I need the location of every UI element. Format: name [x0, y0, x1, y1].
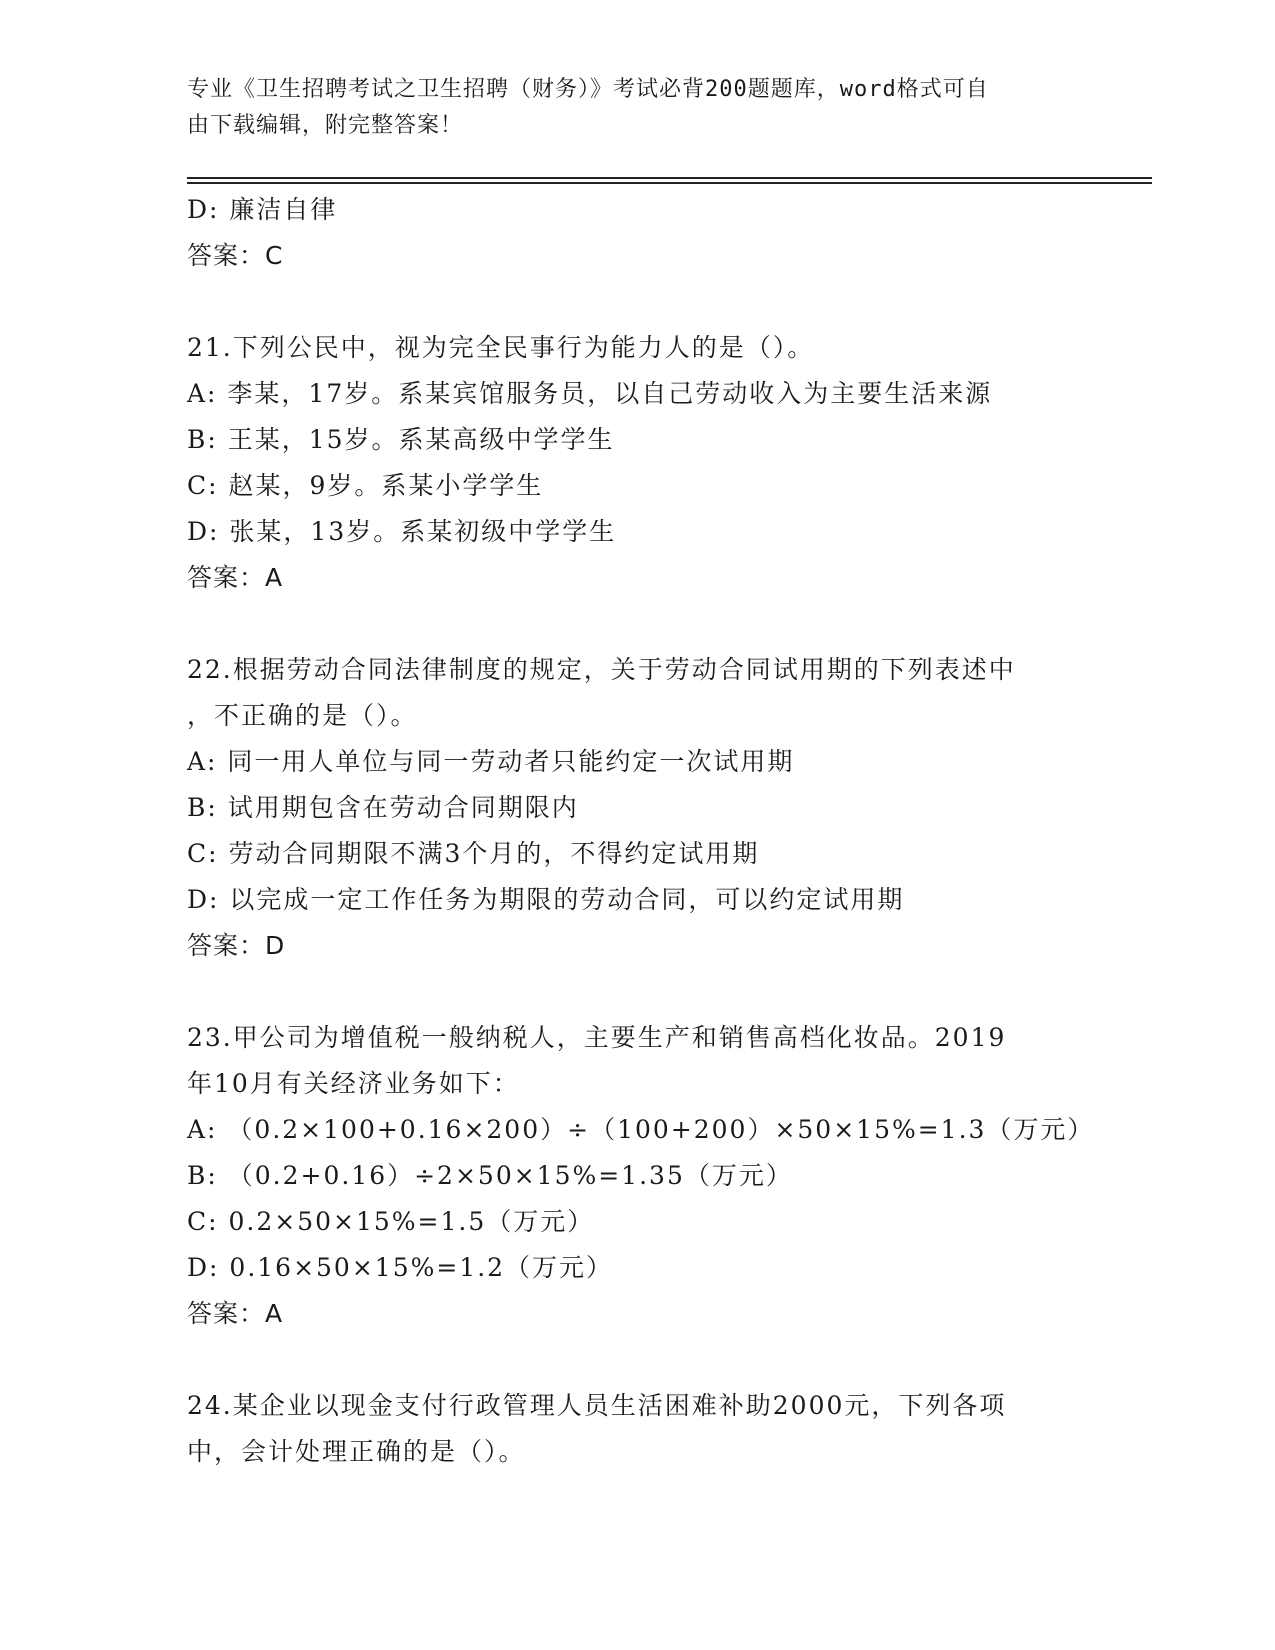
- header-line-1: 专业《卫生招聘考试之卫生招聘（财务）》考试必背200题题库，word格式可自: [187, 77, 989, 102]
- page-header: [187, 72, 1067, 144]
- option-a: A: 同一用人单位与同一劳动者只能约定一次试用期: [187, 747, 795, 776]
- question-content: [187, 187, 1095, 1475]
- answer: 答案：C: [187, 241, 284, 270]
- question-stem: 21.下列公民中，视为完全民事行为能力人的是（）。: [187, 333, 815, 362]
- question-stem-line-1: 22.根据劳动合同法律制度的规定，关于劳动合同试用期的下列表述中: [187, 655, 1016, 684]
- option-d: D: 廉洁自律: [187, 195, 338, 224]
- spacer: [187, 601, 1087, 647]
- question-24: [187, 1383, 1087, 1475]
- answer: 答案：A: [187, 1299, 284, 1328]
- answer: 答案：D: [187, 931, 286, 960]
- header-divider-bottom: [187, 182, 1152, 184]
- option-d: D: 以完成一定工作任务为期限的劳动合同，可以约定试用期: [187, 885, 905, 914]
- question-20-tail: [187, 187, 1087, 279]
- option-b: B: 王某，15岁。系某高级中学学生: [187, 425, 615, 454]
- question-23: [187, 1015, 1095, 1337]
- option-d: D: 张某，13岁。系某初级中学学生: [187, 517, 617, 546]
- question-stem-line-1: 23.甲公司为增值税一般纳税人，主要生产和销售高档化妆品。2019: [187, 1023, 1007, 1052]
- question-stem-line-2: 中，会计处理正确的是（）。: [187, 1437, 526, 1466]
- question-21: [187, 325, 1087, 601]
- question-stem-line-2: 年10月有关经济业务如下：: [187, 1069, 520, 1098]
- option-a: A: 李某，17岁。系某宾馆服务员，以自己劳动收入为主要生活来源: [187, 379, 993, 408]
- question-22: [187, 647, 1087, 969]
- spacer: [187, 1337, 1087, 1383]
- option-d: D: 0.16×50×15%=1.2（万元）: [187, 1253, 614, 1282]
- option-b: B: 试用期包含在劳动合同期限内: [187, 793, 579, 822]
- option-c: C: 劳动合同期限不满3个月的，不得约定试用期: [187, 839, 760, 868]
- option-b: B: （0.2+0.16）÷2×50×15%=1.35（万元）: [187, 1161, 793, 1190]
- header-line-2: 由下载编辑，附完整答案！: [187, 113, 464, 138]
- question-stem-line-1: 24.某企业以现金支付行政管理人员生活困难补助2000元，下列各项: [187, 1391, 1007, 1420]
- spacer: [187, 969, 1087, 1015]
- header-divider-top: [187, 177, 1152, 179]
- option-a: A: （0.2×100+0.16×200）÷（100+200）×50×15%=1.3（万元）: [187, 1115, 1095, 1144]
- option-c: C: 赵某，9岁。系某小学学生: [187, 471, 544, 500]
- answer: 答案：A: [187, 563, 284, 592]
- option-c: C: 0.2×50×15%=1.5（万元）: [187, 1207, 595, 1236]
- spacer: [187, 279, 1087, 325]
- question-stem-line-2: ，不正确的是（）。: [187, 701, 418, 730]
